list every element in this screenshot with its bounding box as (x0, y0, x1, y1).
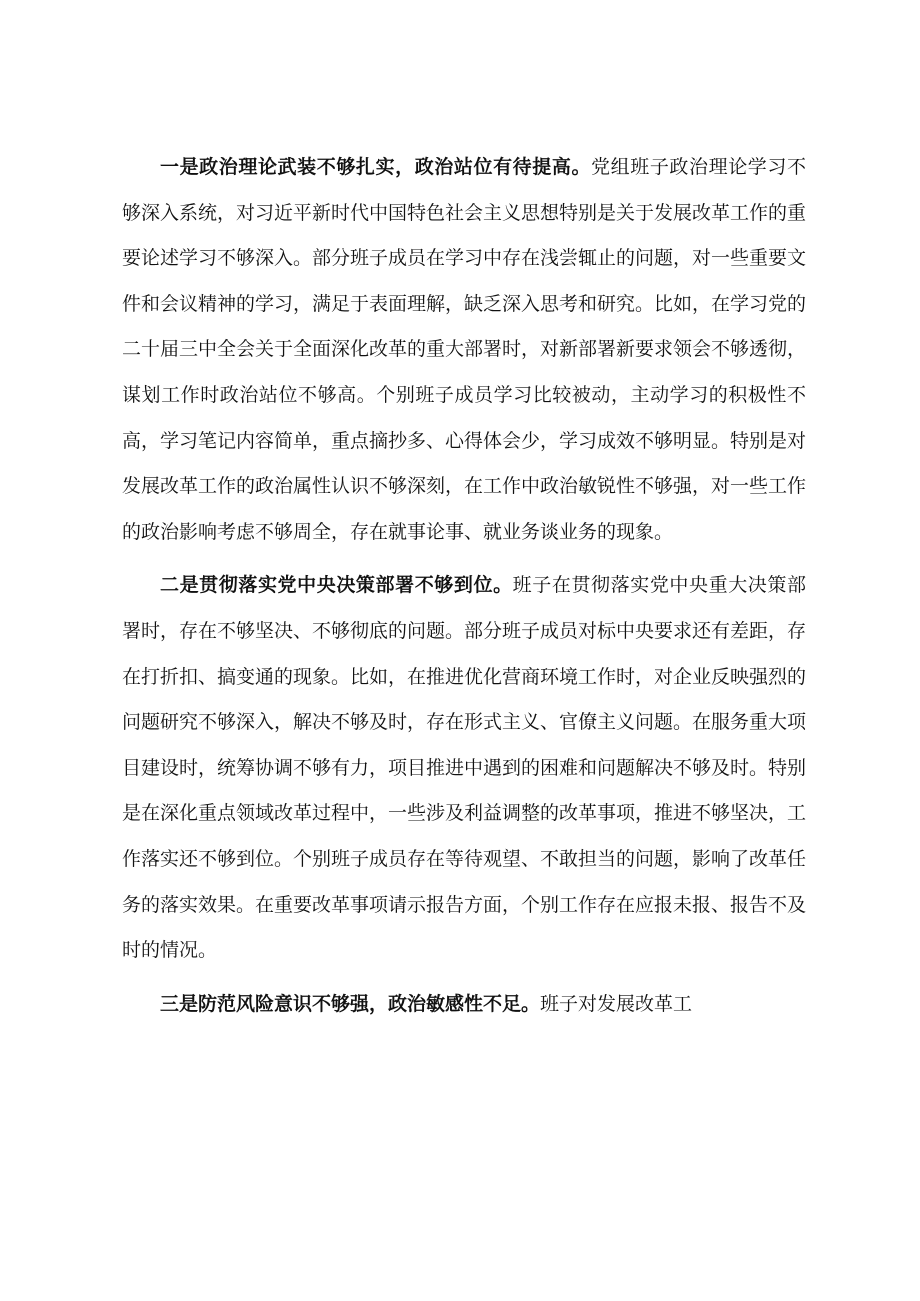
paragraph-1-body: 党组班子政治理论学习不够深入系统，对习近平新时代中国特色社会主义思想特别是关于发展改革工作的重要论述学习不够深入。部分班子成员在学习中存在浅尝辄止的问题，对一些重要文件和会议精神的学习，满足于表面理解，缺乏深入思考和研究。比如，在学习党的二十届三中全会关于全面深化改革的重大部署时，对新部署新要求领会不够透彻，谋划工作时政治站位不够高。个别班子成员学习比较被动，主动学习的积极性不高，学习笔记内容简单，重点摘抄多、心得体会少，学习成效不够明显。特别是对发展改革工作的政治属性认识不够深刻，在工作中政治敏锐性不够强，对一些工作的政治影响考虑不够周全，存在就事论事、就业务谈业务的现象。 (122, 156, 807, 543)
paragraph-2-heading: 二是贯彻落实党中央决策部署不够到位。 (160, 574, 513, 597)
paragraph-2-body: 班子在贯彻落实党中央重大决策部署时，存在不够坚决、不够彻底的问题。部分班子成员对标中央要求还有差距，存在打折扣、搞变通的现象。比如，在推进优化营商环境工作时，对企业反映强烈的问题研究不够深入，解决不够及时，存在形式主义、官僚主义问题。在服务重大项目建设时，统筹协调不够有力，项目推进中遇到的困难和问题解决不够及时。特别是在深化重点领域改革过程中，一些涉及利益调整的改革事项，推进不够坚决，工作落实还不够到位。个别班子成员存在等待观望、不敢担当的问题，影响了改革任务的落实效果。在重要改革事项请示报告方面，个别工作存在应报未报、报告不及时的情况。 (122, 574, 807, 962)
paragraph-1-heading: 一是政治理论武装不够扎实，政治站位有待提高。 (160, 156, 592, 178)
paragraph-3 (122, 982, 806, 1028)
paragraph-2 (122, 563, 806, 973)
document-body (122, 145, 806, 1035)
paragraph-1 (122, 145, 806, 555)
paragraph-3-body: 班子对发展改革工 (540, 992, 693, 1015)
paragraph-3-heading: 三是防范风险意识不够强，政治敏感性不足。 (160, 992, 541, 1015)
